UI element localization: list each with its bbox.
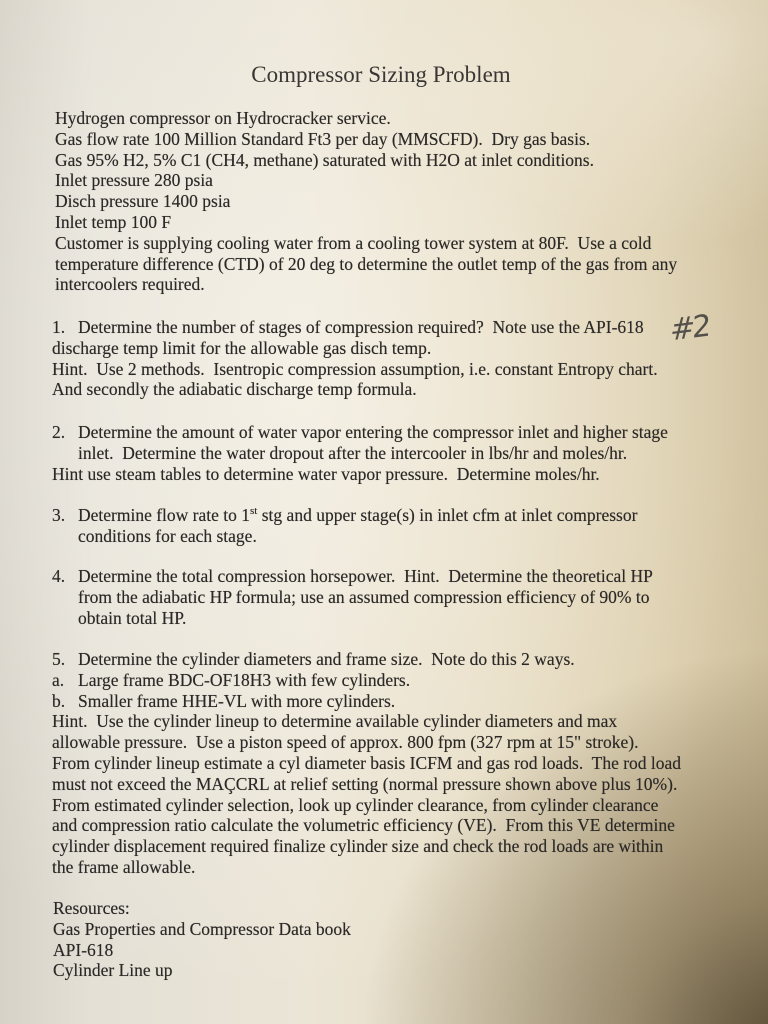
resource-item: API-618 <box>53 939 114 960</box>
question-5-hint-line: Hint. Use the cylinder lineup to determine available cylinder diameters and max <box>52 711 618 732</box>
intro-line: intercoolers required. <box>55 274 205 295</box>
intro-line: Inlet temp 100 F <box>55 211 172 232</box>
question-text: stg and upper stage(s) in inlet cfm at inlet compressor <box>257 505 638 525</box>
resources-section <box>53 898 351 981</box>
question-2-line: inlet. Determine the water dropout after the intercooler in lbs/hr and moles/hr. <box>78 442 628 463</box>
intro-line: Hydrogen compressor on Hydrocracker service. <box>55 108 391 128</box>
question-number: 2. <box>52 422 66 442</box>
option-label: a. <box>52 669 65 690</box>
question-5-hint-line: allowable pressure. Use a piston speed of approx. 800 fpm (327 rpm at 15" stroke). <box>52 732 639 753</box>
question-text: Determine flow rate to 1 <box>78 505 251 525</box>
intro-line: Disch pressure 1400 psia <box>55 191 231 212</box>
resource-item: Cylinder Line up <box>53 960 173 981</box>
question-text: Determine the number of stages of compression required? Note use the API-618 <box>78 317 644 337</box>
option-text: Large frame BDC-OF18H3 with few cylinders. <box>78 669 411 690</box>
question-number: 1. <box>52 317 66 337</box>
question-3 <box>52 505 637 547</box>
resources-heading: Resources: <box>53 898 130 918</box>
question-5-hint-line: From estimated cylinder selection, look up cylinder clearance, from cylinder clearance <box>52 794 659 815</box>
question-1-hint-line: Hint. Use 2 methods. Isentropic compression assumption, i.e. constant Entropy chart. <box>52 358 658 379</box>
question-5-hint-line: cylinder displacement required finalize cylinder size and check the rod loads are within <box>52 836 664 857</box>
question-5-hint-line: must not exceed the MAÇCRL at relief setting (normal pressure shown above plus 10%). <box>52 773 678 794</box>
intro-line: temperature difference (CTD) of 20 deg to determine the outlet temp of the gas from any <box>55 253 678 274</box>
question-text: Determine the total compression horsepower. Hint. Determine the theoretical HP <box>78 566 653 586</box>
question-1 <box>52 317 658 400</box>
question-3-line: conditions for each stage. <box>78 525 257 546</box>
option-b <box>52 691 681 712</box>
handwritten-note: #2 <box>669 308 709 349</box>
question-number: 5. <box>52 649 66 669</box>
question-1-first-line <box>52 317 658 338</box>
intro-line: Gas 95% H2, 5% C1 (CH4, methane) saturated with H2O at inlet conditions. <box>55 149 594 170</box>
question-number: 3. <box>52 505 66 525</box>
question-4 <box>52 566 653 628</box>
question-5-hint-line: and compression ratio calculate the volumetric efficiency (VE). From this VE determine <box>52 815 675 836</box>
intro-line: Gas flow rate 100 Million Standard Ft3 per day (MMSCFD). Dry gas basis. <box>55 128 591 149</box>
question-5-hint-line: From cylinder lineup estimate a cyl diameter basis ICFM and gas rod loads. The rod load <box>52 752 682 773</box>
intro-line: Inlet pressure 280 psia <box>55 170 213 191</box>
ordinal-suffix: st <box>250 505 258 517</box>
option-a <box>52 670 681 691</box>
question-1-hint-line: And secondly the adiabatic discharge temp formula. <box>52 379 417 400</box>
question-4-line: from the adiabatic HP formula; use an assumed compression efficiency of 90% to <box>78 586 650 607</box>
question-5-first-line <box>52 649 681 670</box>
question-5 <box>52 649 681 878</box>
question-text: Determine the amount of water vapor entering the compressor inlet and higher stage <box>78 422 668 442</box>
question-4-line: obtain total HP. <box>78 607 187 628</box>
resource-item: Gas Properties and Compressor Data book <box>53 918 351 939</box>
problem-statement <box>55 108 677 295</box>
question-3-first-line <box>52 505 637 526</box>
question-2-first-line <box>52 422 668 443</box>
page-title: Compressor Sizing Problem <box>251 62 511 87</box>
option-text: Smaller frame HHE-VL with more cylinders. <box>78 690 396 711</box>
question-number: 4. <box>52 566 66 586</box>
question-1-line: discharge temp limit for the allowable gas disch temp. <box>52 337 432 358</box>
option-label: b. <box>52 690 66 711</box>
question-4-first-line <box>52 566 653 587</box>
intro-line: Customer is supplying cooling water from a cooling tower system at 80F. Use a cold <box>55 232 652 253</box>
question-2 <box>52 422 668 484</box>
question-text: Determine the cylinder diameters and frame size. Note do this 2 ways. <box>78 649 575 669</box>
question-2-hint-line: Hint use steam tables to determine water vapor pressure. Determine moles/hr. <box>52 463 600 484</box>
question-5-hint-line: the frame allowable. <box>52 856 196 877</box>
